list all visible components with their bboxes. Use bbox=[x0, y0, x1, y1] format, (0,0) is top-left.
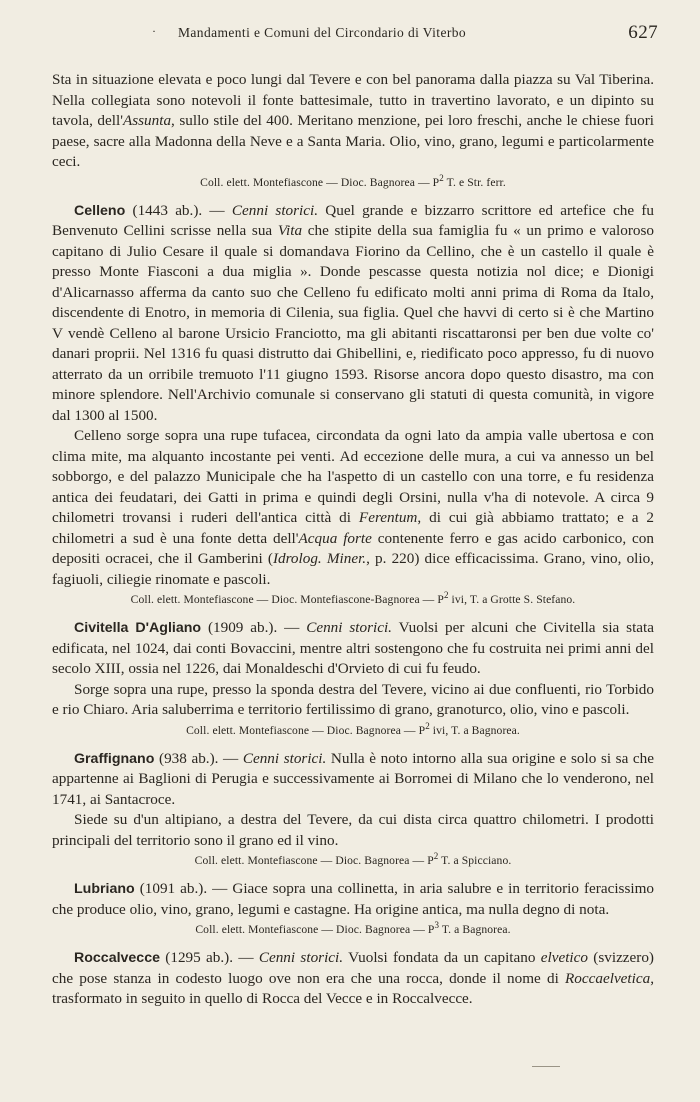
page-bottom-rule bbox=[532, 1066, 560, 1067]
intro-coll-note: Coll. elett. Montefiascone — Dioc. Bagnorea — $P^2$ T. e Str. ferr. bbox=[200, 172, 506, 189]
graffignano-paragraph-2: Siede su d'un altipiano, a destra del Tevere, da cui dista circa quattro chilometri. I prodotti principali del territorio sono il grano ed il vino. bbox=[52, 811, 654, 849]
celleno-paragraph-2: Celleno sorge sopra una rupe tufacea, circondata da ogni lato da ampia valle ubertosa e con clima mite, ma alquanto incostante pei venti. Ad eccezione delle mura, a cui va annesso un bel sobborgo, e del palazzo Municipale che ha l'aspetto di un castello con una torre, e fu residenza antica dei feudatari, dei Gatti in prima e quindi degli Orsini, nulla v'ha di notevole. A circa 9 chilometri trovansi i ruderi dell'antica città di Ferentum, di cui già abbiamo trattato; e a 2 chilometri a sud è una fonte detta dell'Acqua forte contenente ferro e gas acido carbonico, con depositi ocracei, che il Gamberini (Idrolog. Miner., p. 220) dice efficacissima. Grano, vino, olio, fagiuoli, ciliegie rinomate e pascoli. bbox=[52, 427, 654, 588]
entry-name-celleno: Celleno bbox=[74, 202, 126, 219]
intro-paragraph: Sta in situazione elevata e poco lungi dal Tevere e con bel panorama dalla piazza su Val Tiberina. Nella collegiata sono notevoli il fonte battesimale, tutto in travertino lavorato, e un dipinto su tavola, dell'Assunta, sullo stile del 400. Meritano menzione, pei loro freschi, anche le chiese fuori paese, sacre alla Madonna della Neve e a Santa Maria. Olio, vino, grano, legumi e particolarmente ceci. bbox=[52, 71, 654, 170]
entry-name-civitella: Civitella D'Agliano bbox=[74, 620, 202, 636]
entry-name-graffignano: Graffignano bbox=[74, 750, 155, 767]
lubriano-paragraph-1: Lubriano (1091 ab.). — Giace sopra una collinetta, in aria salubre e in territorio feracissimo che produce olio, vino, grano, legumi e castagne. Ha origine antica, ma nulla degno di nota. bbox=[52, 880, 654, 918]
celleno-paragraph-1: Celleno (1443 ab.). — Cenni storici. Quel grande e bizzarro scrittore ed artefice che fu Benvenuto Cellini scrisse nella sua Vita che stipite della sua famiglia fu « un primo e valoroso capitano di Julio Cesare il quale si domandava Fiorino da Cellino, che è un castello il quale è presso Monte Fiasconi a dua miglia ». Donde pescasse questa notizia nol dice; e Dionigi d'Alicarnasso afferma da canto suo che Celleno fu edificato molti anni prima di Roma da Italo, discendente di Enotro, in memoria di Cilenia, sua figlia. Quel che havvi di certo si è che Martino V vendè Celleno al barone Ursicio Franciotto, ma gli abitanti riscattaronsi per ben due volte co' danari proprii. Nel 1316 fu quasi distrutto dai Ghibellini, e, riedificato poco appresso, fu di nuovo atterrato da un orribile tremuoto l'11 giugno 1593. Risorse ancora dopo questo disastro, ma con minore splendore. Nell'Archivio comunale si conservano gli statuti di questa comunità, in vigore dal 1300 al 1500. bbox=[52, 201, 655, 424]
celleno-coll-note: Coll. elett. Montefiascone — Dioc. Montefiascone-Bagnorea — $P^2$ ivi, T. a Grotte S. Stefano. bbox=[130, 590, 576, 606]
running-header bbox=[140, 22, 658, 46]
page-number: 627 bbox=[628, 22, 658, 43]
graffignano-paragraph-1: Graffignano (938 ab.). — Cenni storici. Nulla è noto intorno alla sua origine e solo si sa che appartenne ai Baglioni di Perugia e successivamente ai Borromei di Milano che lo venderono, nel 1741, ai Santacroce. bbox=[52, 749, 654, 808]
header-bullet: · bbox=[152, 24, 157, 38]
entry-name-lubriano: Lubriano bbox=[74, 881, 135, 897]
entry-name-roccalvecce: Roccalvecce bbox=[74, 950, 160, 966]
running-title: Mandamenti e Comuni del Circondario di Viterbo bbox=[178, 25, 467, 40]
civitella-paragraph-2: Sorge sopra una rupe, presso la sponda destra del Tevere, vicino ai due confluenti, rio Torbido e rio Chiaro. Aria saluberrima e territorio fertilissimo di grano, granoturco, olio, vino e pascoli. bbox=[52, 680, 654, 718]
roccalvecce-paragraph-1: Roccalvecce (1295 ab.). — Cenni storici. Vuolsi fondata da un capitano elvetico (svizzero) che pose stanza in codesto luogo ove non era che una rocca, donde il nome di Roccaelvetica, trasformato in seguito in quello di Rocca del Vecce e in Roccalvecce. bbox=[52, 949, 654, 1007]
page-body bbox=[52, 70, 654, 1010]
civitella-coll-note: Coll. elett. Montefiascone — Dioc. Bagnorea — $P^2$ ivi, T. a Bagnorea. bbox=[186, 720, 520, 737]
graffignano-coll-note: Coll. elett. Montefiascone — Dioc. Bagnorea — $P^2$ T. a Spicciano. bbox=[194, 851, 512, 867]
civitella-paragraph-1: Civitella D'Agliano (1909 ab.). — Cenni storici. Vuolsi per alcuni che Civitella sia stata edificata, nel 1024, dai conti Bovaccini, mentre altri sostengono che fu costruita nei primi anni del secolo XIII, ossia nel 1226, dai Monaldeschi d'Orvieto di cui fu feudo. bbox=[52, 619, 655, 677]
lubriano-coll-note: Coll. elett. Montefiascone — Dioc. Bagnorea — $P^3$ T. a Bagnorea. bbox=[195, 920, 511, 936]
